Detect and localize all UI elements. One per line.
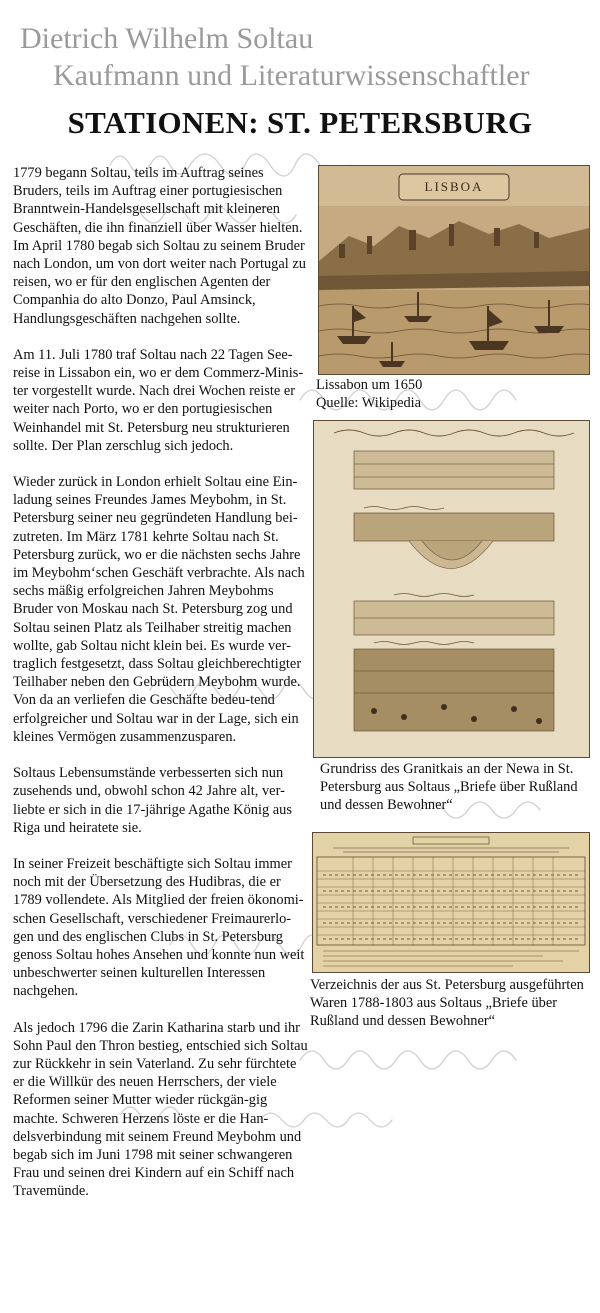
- paragraph-6: Als jedoch 1796 die Zarin Katharina starb und ihr Sohn Paul den Thron bestieg, entschied sich Soltau zur Rückkehr in sein Vaterland. Zu sehr fürchtete er die Willkür des neuen Herrschers, der viele Reformen seiner Mutter wieder rückgän-gig machte. Schweren Herzens löste er die Han-delsverbindung mit seinem Freund Meybohm und begab sich im Juni 1798 mit seiner schwangeren Frau und seinen drei Kindern auf ein Schiff nach Travemünde.: [13, 1019, 308, 1200]
- body-text: [13, 164, 310, 1219]
- paragraph-3: Wieder zurück in London erhielt Soltau eine Ein-ladung seines Freundes James Meybohm, in St. Petersburg seiner neu gegründeten Handlung bei-zutreten. Im März 1781 kehrte Soltau nach St. Petersburg zurück, wo er die nächsten sechs Jahre im Meybohm‘schen Geschäft verbrachte. Als nach sechs mäßig erfolgreichen Jahren Meybohms Bruder von Moskau nach St. Petersburg zog und Soltau seinen Platz als Teilhaber streitig machen wollte, gab Soltau nicht klein bei. Es wurde ver-traglich festgesetzt, dass Soltau gleichberechtigter Teilhaber neben den Gebrüdern Meybohm wurde. Von da an verliefen die Geschäfte bedeu-tend erfolgreicher und Soltau war in der Lage, sich ein kleines Vermögen zusammenzusparen.: [13, 474, 305, 745]
- lisbon-caption: [316, 376, 586, 412]
- table-caption: Verzeichnis der aus St. Petersburg ausgeführten Waren 1788-1803 aus Soltaus „Briefe über Rußland und dessen Bewohner“: [310, 977, 584, 1030]
- quay-caption: Grundriss des Granitkais an der Newa in St. Petersburg aus Soltaus „Briefe über Rußland und dessen Bewohner“: [320, 761, 578, 814]
- paragraph-4: Soltaus Lebensumstände verbesserten sich nun zusehends und, obwohl schon 42 Jahre alt, ver-liebte er sich in die 17-jährige Agathe König aus Riga und heiratete sie.: [13, 765, 292, 836]
- paragraph-5: In seiner Freizeit beschäftigte sich Soltau immer noch mit der Übersetzung des Hudibras, die er 1789 vollendete. Als Mitglied der freien ökonomi-schen Gesellschaft, verschiedener Freimaurerlo-gen und des englischen Clubs in St. Petersburg genoss Soltau hohes Ansehen und konnte nun weit unbeschwerter seinen kulturellen Interessen nachgehen.: [13, 855, 305, 1000]
- lisbon-engraving: [318, 165, 590, 375]
- header-subtitle: Kaufmann und Literaturwissenschaftler: [53, 59, 530, 92]
- granite-quay-plan: [313, 420, 590, 758]
- paragraph-1: 1779 begann Soltau, teils im Auftrag seines Bruders, teils im Auftrag einer portugiesischen Branntwein-Handelsgesellschaft mit kleineren Geschäften, die ihn finanziell über Wasser hielten. Im April 1780 begab sich Soltau zu seinem Bruder nach London, um von dort weiter nach Portugal zu reisen, wo er für den englischen Agenten der Companhia do alto Donzo, Paul Amsinck, Handlungsgeschäften nachgehen sollte.: [13, 165, 306, 327]
- lisbon-caption-title: Lissabon um 1650: [316, 377, 423, 393]
- lisbon-label: LISBOA: [424, 179, 484, 194]
- paragraph-2: Am 11. Juli 1780 traf Soltau nach 22 Tagen See-reise in Lissabon ein, wo er dem Commerz-Minis-ter vorgestellt wurde. Nach drei Wochen reiste er weiter nach Porto, wo er den portugiesischen Weinhandel mit St. Petersburg neu strukturieren sollte. Der Plan zerschlug sich jedoch.: [13, 346, 304, 454]
- header-name: Dietrich Wilhelm Soltau: [20, 22, 314, 55]
- page-title: STATIONEN: ST. PETERSBURG: [67, 105, 533, 140]
- export-goods-table: [312, 832, 590, 973]
- lisbon-caption-source: Quelle: Wikipedia: [316, 395, 422, 412]
